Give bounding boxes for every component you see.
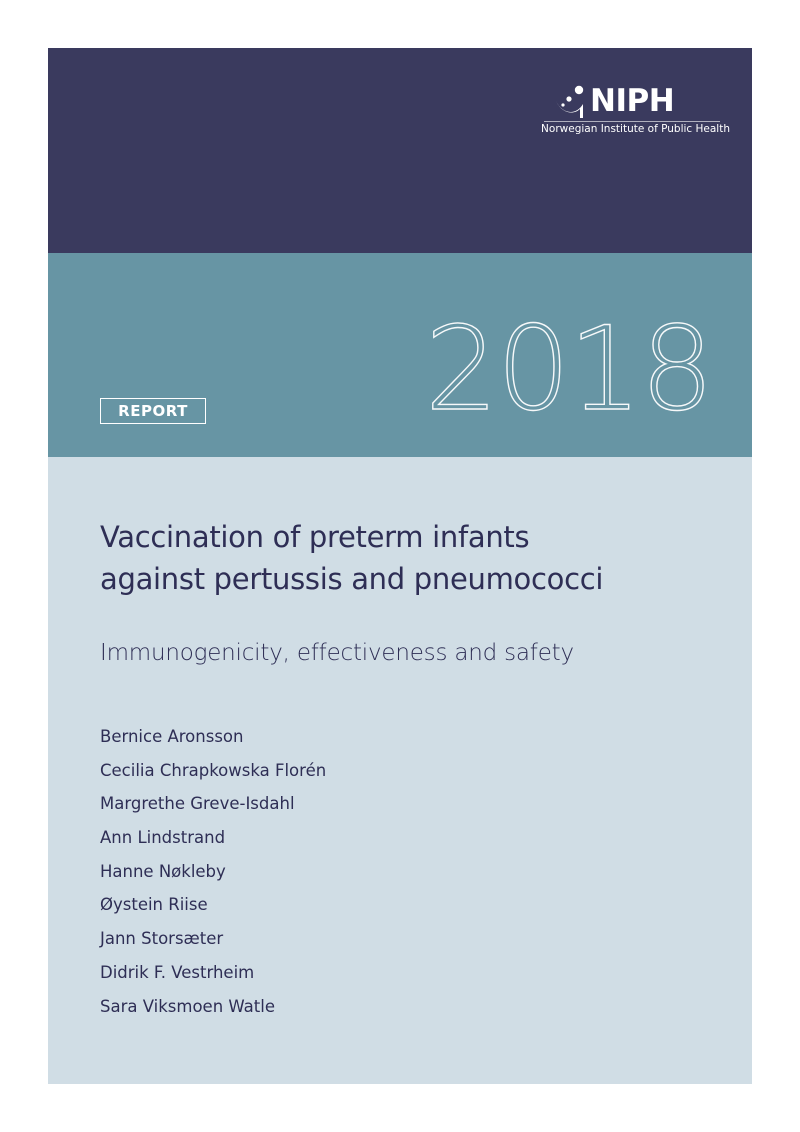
author-name: Ann Lindstrand <box>100 828 226 848</box>
niph-logo-icon <box>554 84 588 120</box>
report-year: 2018 <box>424 302 712 437</box>
header-band <box>48 48 752 253</box>
author-name: Bernice Aronsson <box>100 727 244 746</box>
author-name: Øystein Riise <box>100 895 208 915</box>
author-name: Jann Storsæter <box>100 929 224 949</box>
author-name: Cecilia Chrapkowska Florén <box>100 760 327 780</box>
logo-divider <box>544 121 720 122</box>
niph-logo <box>540 80 730 142</box>
author-list <box>100 724 326 1027</box>
logo-subtitle: Norwegian Institute of Public Health <box>541 123 730 135</box>
report-title-line-2: against pertussis and pneumococci <box>100 562 604 596</box>
report-badge: REPORT <box>100 398 206 424</box>
report-title-line-1: Vaccination of preterm infants <box>100 520 530 554</box>
author-name: Hanne Nøkleby <box>100 861 226 881</box>
report-subtitle: Immunogenicity, effectiveness and safety <box>100 640 574 666</box>
author-name: Margrethe Greve-Isdahl <box>100 794 295 814</box>
author-name: Didrik F. Vestrheim <box>100 962 255 982</box>
report-cover <box>48 48 752 1084</box>
report-title <box>100 516 720 600</box>
logo-wordmark: NIPH <box>590 83 675 119</box>
author-name: Sara Viksmoen Watle <box>100 996 275 1016</box>
